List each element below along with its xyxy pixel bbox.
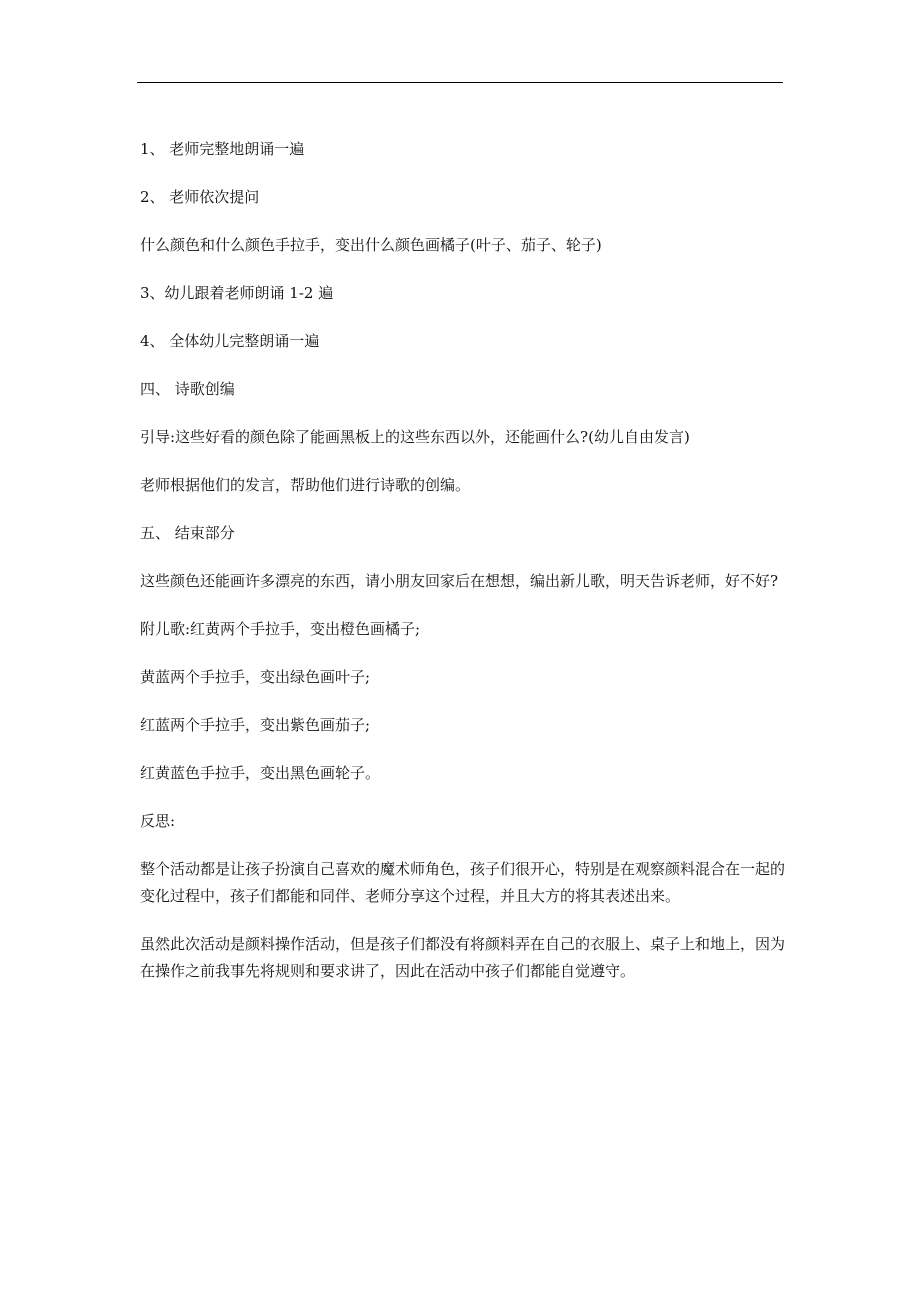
step-4-full-recite: 4、 全体幼儿完整朗诵一遍 [140, 332, 320, 350]
song-line-1: 附儿歌:红黄两个手拉手，变出橙色画橘子; [140, 620, 421, 638]
song-line-2: 黄蓝两个手拉手，变出绿色画叶子; [140, 668, 371, 686]
step-2-question: 2、 老师依次提问 [140, 188, 260, 206]
reflection-heading: 反思: [140, 812, 176, 830]
closing-text: 这些颜色还能画许多漂亮的东西，请小朋友回家后在想想，编出新儿歌，明天告诉老师，好不好? [140, 572, 779, 590]
reflection-paragraph-1: 整个活动都是让孩子扮演自己喜欢的魔术师角色，孩子们很开心，特别是在观察颜料混合在一起的变化过程中，孩子们都能和同伴、老师分享这个过程，并且大方的将其表述出来。 [140, 860, 786, 905]
step-1-recite: 1、 老师完整地朗诵一遍 [140, 140, 305, 158]
reflection-paragraph-2: 虽然此次活动是颜料操作活动，但是孩子们都没有将颜料弄在自己的衣服上、桌子上和地上，因为在操作之前我事先将规则和要求讲了，因此在活动中孩子们都能自觉遵守。 [140, 935, 786, 980]
teacher-help-text: 老师根据他们的发言，帮助他们进行诗歌的创编。 [140, 476, 471, 494]
section-5-heading: 五、 结束部分 [140, 524, 235, 542]
song-line-3: 红蓝两个手拉手，变出紫色画茄子; [140, 716, 371, 734]
step-3-follow: 3、幼儿跟着老师朗诵 1-2 遍 [140, 284, 334, 302]
document-body [140, 136, 785, 1006]
header-rule [137, 82, 783, 83]
question-text: 什么颜色和什么颜色手拉手，变出什么颜色画橘子(叶子、茄子、轮子) [140, 236, 602, 254]
section-4-heading: 四、 诗歌创编 [140, 380, 235, 398]
song-line-4: 红黄蓝色手拉手，变出黑色画轮子。 [140, 764, 381, 782]
guide-text: 引导:这些好看的颜色除了能画黑板上的这些东西以外，还能画什么?(幼儿自由发言) [140, 428, 690, 446]
